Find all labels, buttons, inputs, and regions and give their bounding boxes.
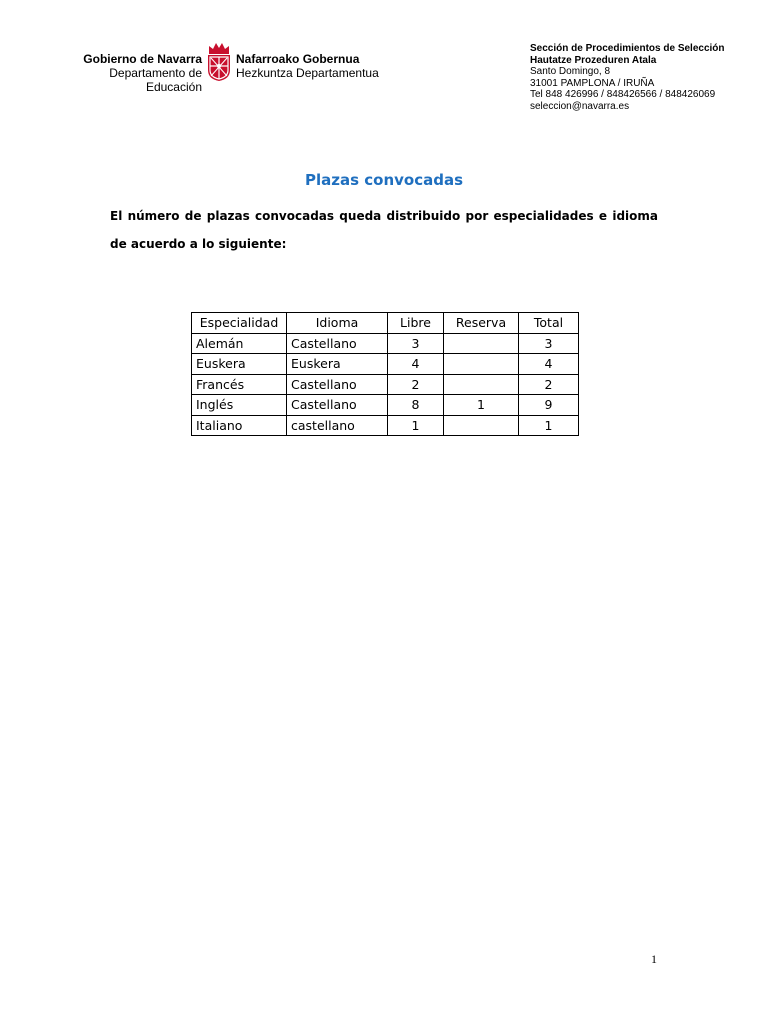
government-logo <box>52 42 384 94</box>
table-row <box>192 333 579 354</box>
cell-libre: 2 <box>388 374 444 395</box>
column-header-total: Total <box>519 313 579 334</box>
header-phone: Tel 848 426996 / 848426566 / 848426069 <box>530 89 716 100</box>
column-header-especialidad: Especialidad <box>192 313 287 334</box>
cell-idioma: Euskera <box>287 354 388 375</box>
header-postal-city: 31001 PAMPLONA / IRUÑA <box>530 77 655 89</box>
column-header-reserva: Reserva <box>444 313 519 334</box>
header-section-name-basque: Hautatze Prozeduren Atala <box>530 54 657 66</box>
cell-reserva <box>444 374 519 395</box>
cell-libre: 4 <box>388 354 444 375</box>
cell-libre: 8 <box>388 395 444 416</box>
table-row <box>192 395 579 416</box>
navarra-coat-of-arms-icon <box>206 42 232 82</box>
cell-total: 3 <box>519 333 579 354</box>
cell-especialidad: Alemán <box>192 333 287 354</box>
cell-idioma: Castellano <box>287 333 388 354</box>
logo-text-basque <box>236 52 396 80</box>
header-email: seleccion@navarra.es <box>530 100 630 112</box>
table-row <box>192 415 579 436</box>
table-row <box>192 374 579 395</box>
cell-idioma: Castellano <box>287 395 388 416</box>
cell-libre: 1 <box>388 415 444 436</box>
cell-reserva <box>444 333 519 354</box>
logo-departamento-educacion: Departamento de Educación <box>109 66 202 94</box>
cell-total: 1 <box>519 415 579 436</box>
header-section-name: Sección de Procedimientos de Selección <box>530 43 725 54</box>
cell-especialidad: Euskera <box>192 354 287 375</box>
cell-reserva <box>444 415 519 436</box>
cell-libre: 3 <box>388 333 444 354</box>
cell-reserva <box>444 354 519 375</box>
intro-paragraph: El número de plazas convocadas queda distribuido por especialidades e idioma de acuerdo a lo siguiente: <box>110 209 658 251</box>
header-contact-block <box>530 43 760 112</box>
logo-gobierno-navarra: Gobierno de Navarra <box>83 52 202 66</box>
cell-especialidad: Italiano <box>192 415 287 436</box>
plazas-table <box>191 312 579 436</box>
cell-total: 2 <box>519 374 579 395</box>
logo-text-spanish <box>52 52 202 94</box>
column-header-libre: Libre <box>388 313 444 334</box>
page-number: 1 <box>651 952 657 966</box>
page-title: Plazas convocadas <box>304 171 464 189</box>
table-row <box>192 354 579 375</box>
cell-reserva: 1 <box>444 395 519 416</box>
logo-nafarroako-gobernua: Nafarroako Gobernua <box>236 52 360 66</box>
cell-especialidad: Francés <box>192 374 287 395</box>
logo-hezkuntza-departamentua: Hezkuntza Departamentua <box>236 66 379 80</box>
cell-total: 9 <box>519 395 579 416</box>
cell-idioma: Castellano <box>287 374 388 395</box>
header-address: Santo Domingo, 8 <box>530 66 611 77</box>
table-header-row <box>192 313 579 334</box>
column-header-idioma: Idioma <box>287 313 388 334</box>
cell-especialidad: Inglés <box>192 395 287 416</box>
cell-idioma: castellano <box>287 415 388 436</box>
cell-total: 4 <box>519 354 579 375</box>
